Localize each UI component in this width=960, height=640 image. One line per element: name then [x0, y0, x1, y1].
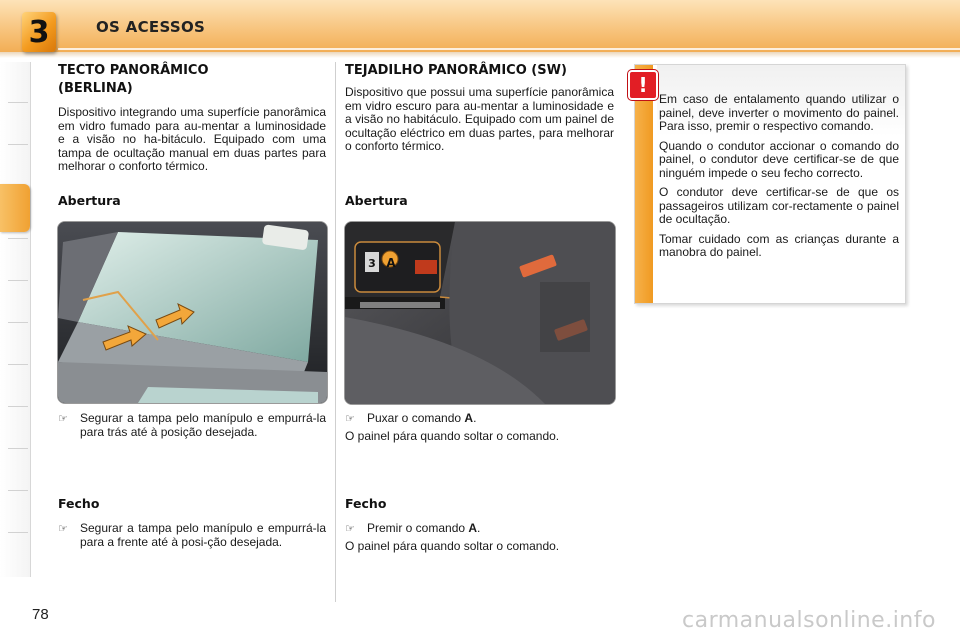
- control-key-a: A: [468, 521, 478, 535]
- warning-inner: [657, 65, 905, 303]
- warning-box: [634, 64, 906, 304]
- opening-bullet-berlina: [58, 412, 326, 439]
- section-intro-sw: Dispositivo que possui uma superfície panorâmica em vidro escuro para au-mentar a luminosidade e a visão no habitáculo. Equipado com um painel de ocultação eléctrico em duas partes, para melhorar o conforto térmico.: [345, 85, 614, 153]
- sunroof-berlina-photo: [57, 221, 328, 404]
- warning-icon: !: [628, 70, 658, 100]
- warning-paragraph: O condutor deve certificar-se de que os passageiros utilizam cor-rectamente o painel de ocultação.: [659, 185, 899, 226]
- closing-heading-sw: Fecho: [345, 496, 387, 511]
- opening-instruction-sw: [345, 412, 614, 426]
- pointing-hand-icon: ☞: [58, 412, 68, 425]
- opening-instruction-end: .: [473, 411, 477, 425]
- tab-divider: [8, 238, 28, 239]
- opening-bullet-sw: [345, 412, 614, 426]
- tab-divider: [8, 406, 28, 407]
- tab-divider: [8, 532, 28, 533]
- tab-divider: [8, 364, 28, 365]
- tab-divider: [8, 448, 28, 449]
- header-shadow: [0, 52, 960, 58]
- control-key-a: A: [464, 411, 474, 425]
- closing-bullet-berlina: [58, 522, 326, 549]
- control-a-label: A: [386, 256, 396, 270]
- closing-instruction-sw: [345, 522, 614, 536]
- page-number: 78: [32, 606, 49, 623]
- chapter-tab-active[interactable]: [0, 184, 30, 232]
- closing-heading-berlina: Fecho: [58, 496, 100, 511]
- opening-note-sw: O painel pára quando soltar o comando.: [345, 429, 560, 443]
- pointing-hand-icon: ☞: [345, 522, 355, 535]
- closing-instruction-end: .: [477, 521, 481, 535]
- column-divider: [335, 62, 336, 602]
- section-intro-berlina: Dispositivo integrando uma superfície panorâmica em vidro fumado para au-mentar a luminosidade e a visão no ha-bitáculo. Equipado com uma tampa de ocultação manual em duas partes para melhorar o conforto térmico.: [58, 105, 326, 173]
- sunroof-sw-photo: [344, 221, 616, 405]
- tab-divider: [8, 280, 28, 281]
- opening-heading-sw: Abertura: [345, 193, 408, 208]
- chapter-badge[interactable]: 3: [22, 12, 56, 52]
- header-divider: [58, 48, 960, 50]
- warning-text: [659, 93, 899, 266]
- pointing-hand-icon: ☞: [58, 522, 68, 535]
- opening-instruction-berlina: Segurar a tampa pelo manípulo e empurrá-la para trás até à posição desejada.: [80, 411, 326, 439]
- section-title-sw: TEJADILHO PANORÂMICO (SW): [345, 63, 567, 78]
- warning-paragraph: Tomar cuidado com as crianças durante a manobra do painel.: [659, 231, 899, 259]
- watermark: carmanualsonline.info: [682, 608, 936, 633]
- section-title-berlina: TECTO PANORÂMICO (BERLINA): [58, 63, 209, 96]
- control-3-label: 3: [368, 256, 376, 270]
- warning-paragraph: Quando o condutor accionar o comando do painel, o condutor deve certificar-se de que ninguém impede o seu fecho correcto.: [659, 138, 899, 180]
- tab-divider: [8, 102, 28, 103]
- tab-divider: [8, 144, 28, 145]
- tab-divider: [8, 322, 28, 323]
- opening-heading-berlina: Abertura: [58, 193, 121, 208]
- chapter-tab-rail: [0, 62, 31, 577]
- closing-note-sw: O painel pára quando soltar o comando.: [345, 539, 560, 553]
- opening-instruction-text: Puxar o comando: [367, 411, 465, 425]
- warning-stripe: [635, 65, 653, 303]
- warning-paragraph: Em caso de entalamento quando utilizar o painel, deve inverter o movimento do painel. Para isso, premir o respectivo comando.: [659, 92, 899, 133]
- closing-instruction-berlina: Segurar a tampa pelo manípulo e empurrá-la para a frente até à posi-ção desejada.: [80, 521, 326, 549]
- page-title: OS ACESSOS: [96, 18, 206, 36]
- tab-divider: [8, 490, 28, 491]
- closing-bullet-sw: [345, 522, 614, 536]
- sunroof-illustration: [58, 222, 327, 403]
- roof-console-illustration: [345, 222, 615, 404]
- pointing-hand-icon: ☞: [345, 412, 355, 425]
- closing-instruction-text: Premir o comando: [367, 521, 469, 535]
